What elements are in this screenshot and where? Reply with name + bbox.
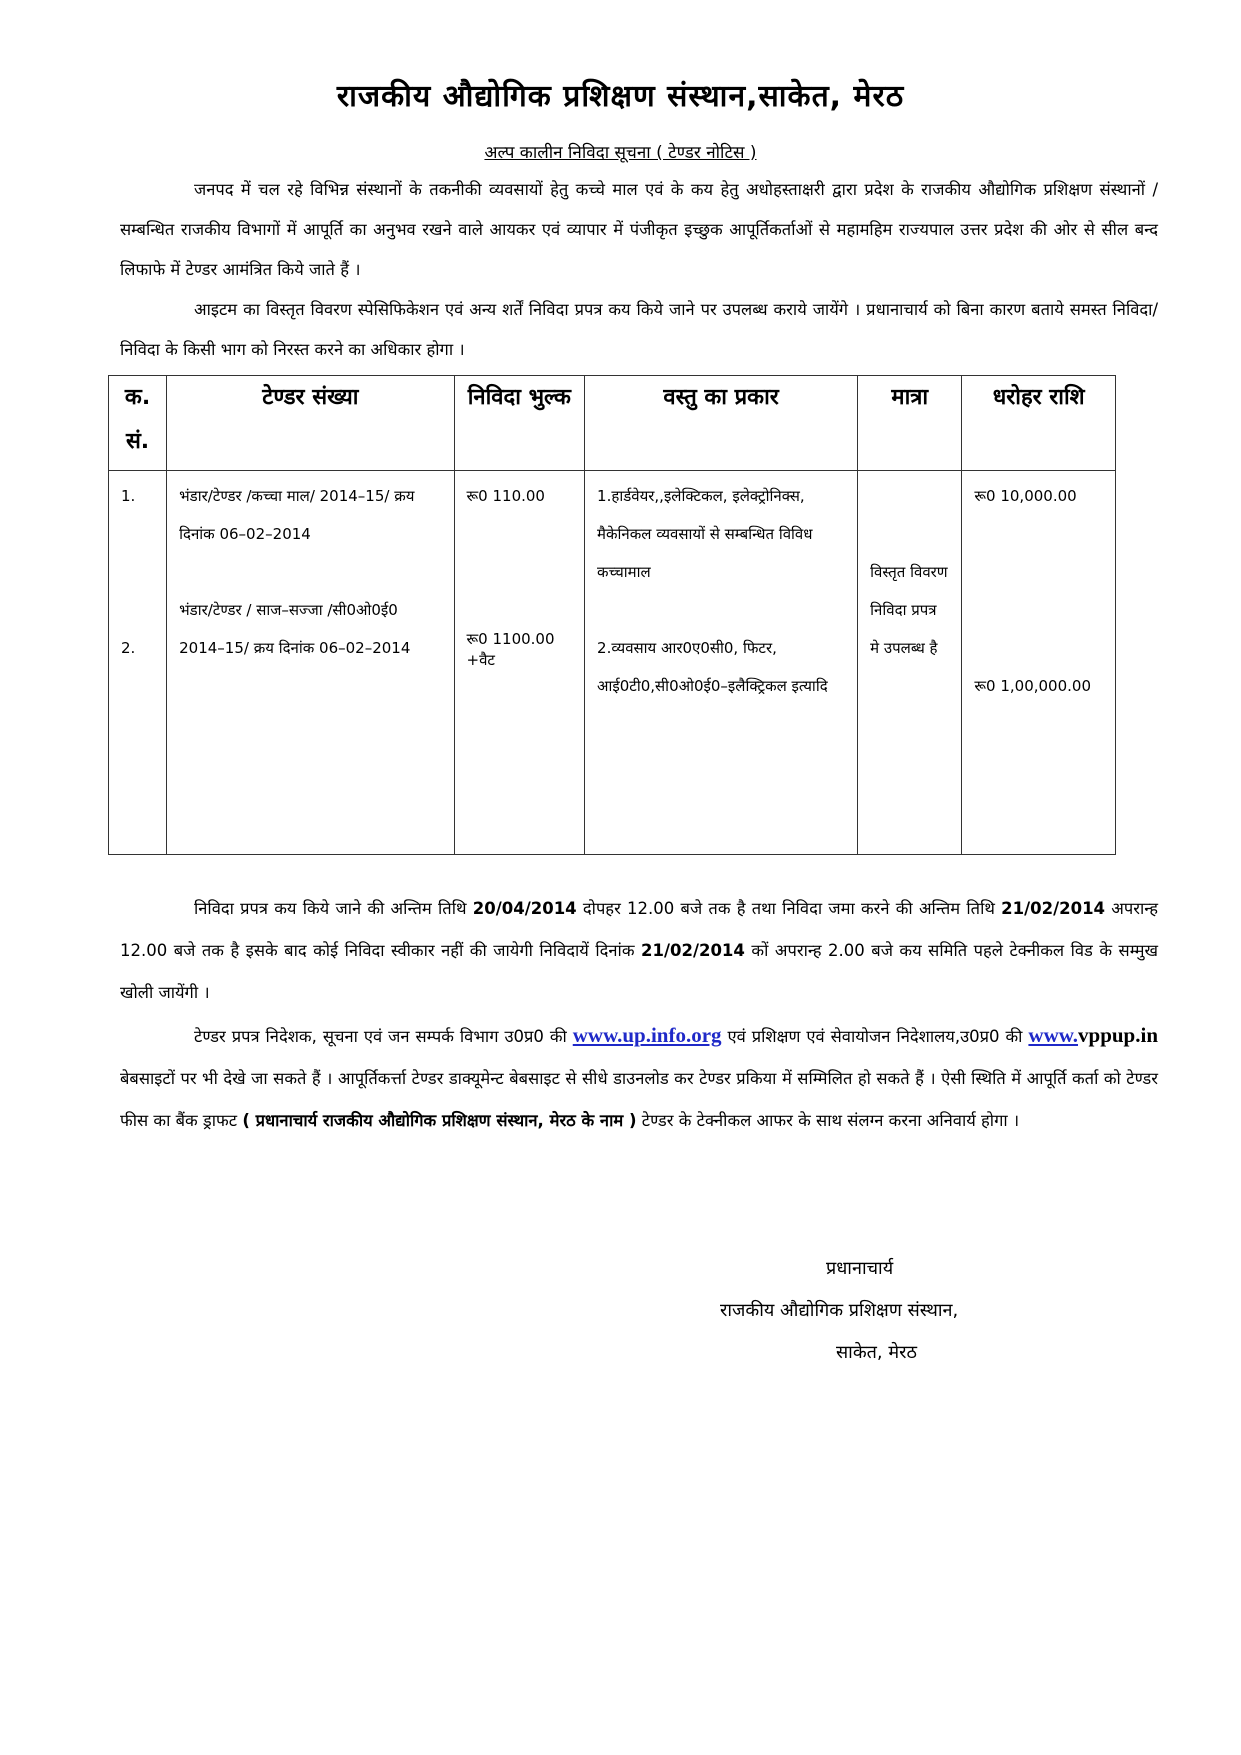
draft-payee: ( प्रधानाचार्य राजकीय औद्योगिक प्रशिक्षण संस्थान, मेरठ के नाम ) bbox=[242, 1111, 637, 1130]
intro-paragraph-2: आइटम का विस्तृत विवरण स्पेसिफिकेशन एवं अन्य शर्तें निविदा प्रपत्र कय किये जाने पर उपलब्ध कराये जायेंगे । प्रधानाचार्य को बिना कारण बताये समस्त निविदा/निविदा के किसी भाग को निरस्त करने का अधिकार होगा । bbox=[120, 300, 1158, 359]
table-row bbox=[109, 471, 1116, 855]
signature-institute: राजकीय औद्योगिक प्रशिक्षण संस्थान, bbox=[720, 1300, 959, 1321]
cell-item-type bbox=[585, 471, 858, 855]
header-fee: निविदा भुल्क bbox=[454, 376, 585, 471]
row-1-item-type: 1.हार्डवेयर,,इलेक्टिकल, इलेक्ट्रोनिक्स, मैकेनिकल व्यवसायों से सम्बन्धित विविध कच्चामाल bbox=[597, 487, 813, 581]
row-1-fee: रू0 110.00 bbox=[466, 487, 545, 505]
website-paragraph: टेण्डर प्रपत्र निदेशक, सूचना एवं जन सम्पर्क विभाग उ0प्र0 की www.up.info.org एवं प्रशिक्षण एवं सेवायोजन निदेशालय,उ0प्र0 की www.vppup.in बेबसाइटों पर भी देखे जा सकते हैं । आपूर्तिकर्त्ता टेण्डर डाक्यूमेन्ट बेबसाइट से सीधे डाउनलोड कर टेण्डर प्रकिया में सम्मिलित हो सकते हैं । ऐसी स्थिति में आपूर्ति कर्ता को टेण्डर फीस का बैंक ड्राफट ( प्रधानाचार्य राजकीय औद्योगिक प्रशिक्षण संस्थान, मेरठ के नाम ) टेण्डर के टेक्नीकल आफर के साथ संलग्न करना अनिवार्य होगा । bbox=[120, 1023, 1158, 1130]
row-1-tender-no: भंडार/टेण्डर /कच्चा माल/ 2014–15/ क्रय दिनांक 06–02–2014 bbox=[179, 487, 415, 543]
notice-subtitle: अल्प कालीन निविदा सूचना ( टेण्डर नोटिस ) bbox=[484, 143, 757, 163]
row-2-fee-vat: +वैट bbox=[466, 651, 495, 669]
header-quantity: मात्रा bbox=[858, 376, 962, 471]
header-item-type: वस्तु का प्रकार bbox=[585, 376, 858, 471]
row-2-item-type: 2.व्यवसाय आर0ए0सी0, फिटर, आई0टी0,सी0ओ0ई0–इलैक्ट्रिकल इत्यादि bbox=[597, 639, 828, 695]
cell-tender-no bbox=[167, 471, 454, 855]
quantity-note: विस्तृत विवरण निविदा प्रपत्र मे उपलब्ध है bbox=[870, 563, 948, 657]
row-1-deposit: रू0 10,000.00 bbox=[974, 487, 1077, 505]
header-deposit: धरोहर राशि bbox=[962, 376, 1116, 471]
header-sn: क. सं. bbox=[109, 376, 167, 471]
cell-sn bbox=[109, 471, 167, 855]
row-2-deposit: रू0 1,00,000.00 bbox=[974, 677, 1091, 695]
vppup-domain: vppup.in bbox=[1078, 1023, 1158, 1047]
header-tender-no: टेण्डर संख्या bbox=[167, 376, 454, 471]
notice-section bbox=[120, 888, 1158, 1142]
purchase-deadline-date: 20/04/2014 bbox=[472, 899, 577, 918]
signature-title: प्रधानाचार्य bbox=[826, 1258, 894, 1279]
submission-deadline-date: 21/02/2014 bbox=[1001, 899, 1106, 918]
page-title: राजकीय औद्योगिक प्रशिक्षण संस्थान,साकेत, मेरठ bbox=[336, 79, 905, 114]
opening-date: 21/02/2014 bbox=[641, 941, 745, 960]
row-1-sn: 1. bbox=[121, 487, 136, 505]
cell-fee bbox=[454, 471, 585, 855]
tender-table bbox=[108, 375, 1116, 855]
cell-deposit bbox=[962, 471, 1116, 855]
up-info-link[interactable]: www.up.info.org bbox=[572, 1023, 722, 1047]
row-2-sn: 2. bbox=[121, 639, 136, 657]
vppup-link[interactable]: www. bbox=[1028, 1023, 1079, 1047]
cell-quantity bbox=[858, 471, 962, 855]
row-2-tender-no: भंडार/टेण्डर / साज–सज्जा /सी0ओ0ई0 2014–15/ क्रय दिनांक 06–02–2014 bbox=[179, 601, 411, 657]
intro-paragraph-1: जनपद में चल रहे विभिन्न संस्थानों के तकनीकी व्यवसायों हेतु कच्चे माल एवं के कय हेतु अधोहस्ताक्षरी द्वारा प्रदेश के राजकीय औद्योगिक प्रशिक्षण संस्थानों /सम्बन्धित राजकीय विभागों में आपूर्ति का अनुभव रखने वाले आयकर एवं व्यापार में पंजीकृत इच्छुक आपूर्तिकर्ताओं से महामहिम राज्यपाल उत्तर प्रदेश की ओर से सील बन्द लिफाफे में टेण्डर आमंत्रित किये जाते हैं । bbox=[120, 180, 1158, 279]
row-2-fee: रू0 1100.00 bbox=[466, 630, 555, 648]
table-header-row bbox=[109, 376, 1116, 471]
deadline-paragraph: निविदा प्रपत्र कय किये जाने की अन्तिम तिथि 20/04/2014 दोपहर 12.00 बजे तक है तथा निविदा जमा करने की अन्तिम तिथि 21/02/2014 अपरान्ह 12.00 बजे तक है इसके बाद कोई निविदा स्वीकार नहीं की जायेगी निविदायें दिनांक 21/02/2014 कों अपरान्ह 2.00 बजे कय समिति पहले टेक्नीकल विड के सम्मुख खोली जायेंगी । bbox=[120, 899, 1158, 1002]
signature-location: साकेत, मेरठ bbox=[836, 1342, 917, 1363]
